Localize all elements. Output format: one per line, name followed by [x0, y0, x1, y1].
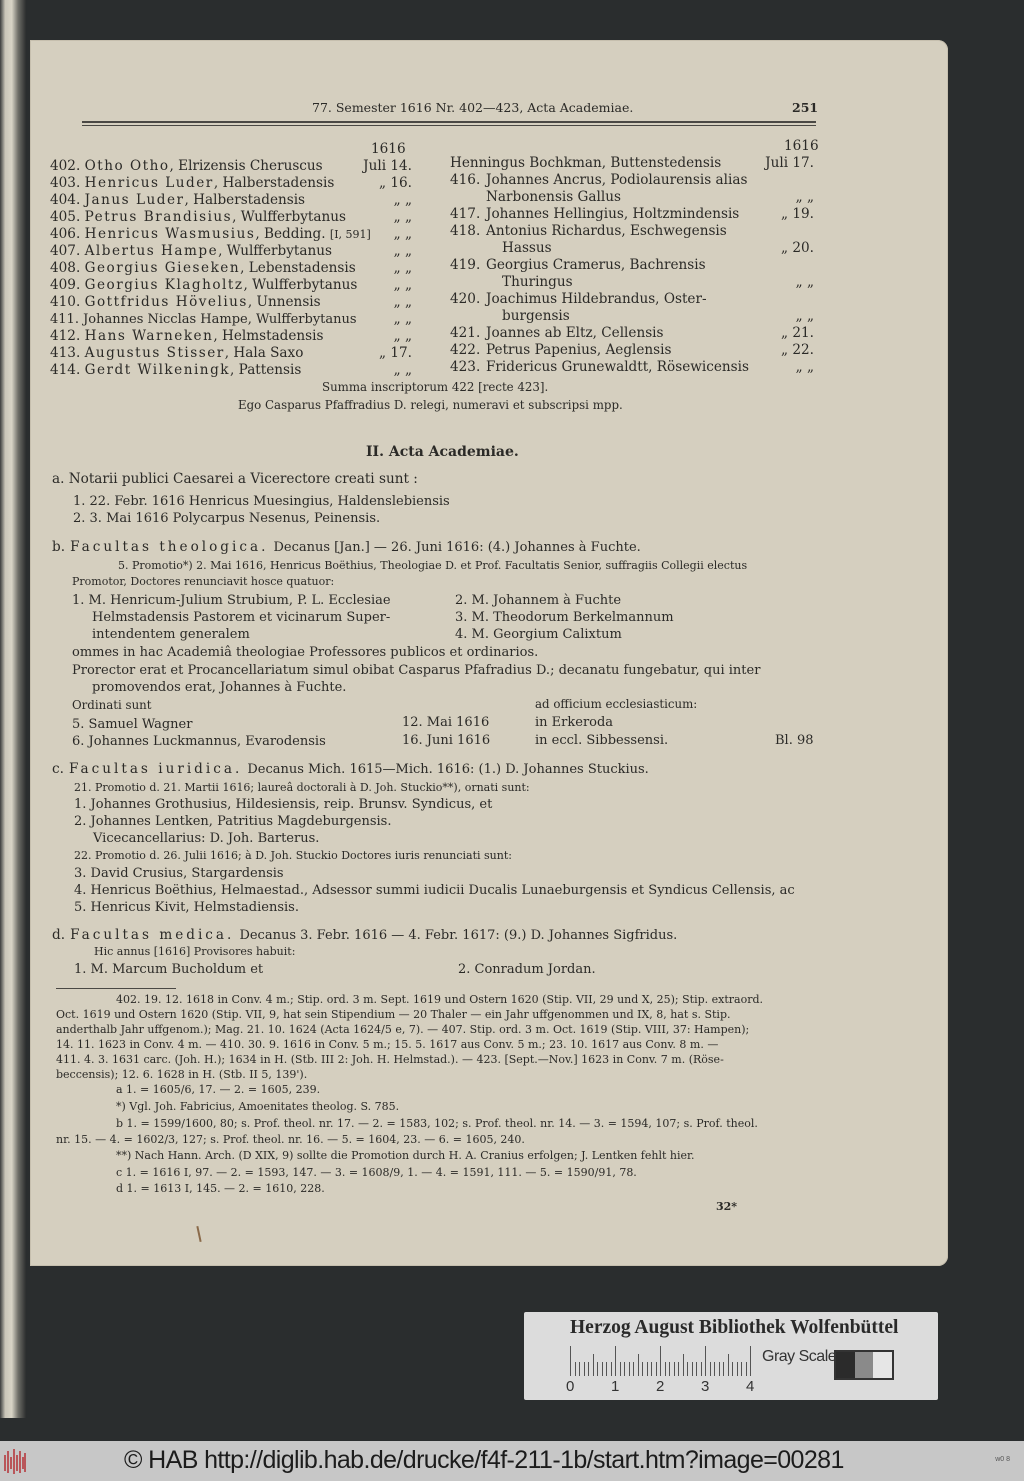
provisor-item: 1. M. Marcum Bucholdum et [74, 962, 264, 977]
doctor-item: 1. M. Henricum-Julium Strubium, P. L. Ecclesiae [72, 593, 391, 608]
list-item [50, 175, 334, 192]
ordinatus-date: 16. Juni 1616 [402, 733, 491, 748]
decanus-medicine: Decanus 3. Febr. 1616 — 4. Febr. 1617: (9.) D. Johannes Sigfridus. [239, 928, 678, 943]
entry-number: 411. [50, 312, 79, 327]
entry-date: „ „ [393, 294, 412, 310]
officium-label: ad officium ecclesiasticum: [535, 697, 698, 711]
entry-name: Antonius Richardus, Eschwegensis [486, 223, 727, 239]
page-number: 251 [792, 100, 819, 115]
entry-origin: , Halberstadensis [213, 175, 335, 191]
entry-name: Henricus Luder [84, 175, 214, 191]
notary-item: 2. 3. Mai 1616 Polycarpus Nesenus, Peinensis. [73, 511, 381, 526]
scanned-page [30, 40, 948, 1266]
entry-number: 407. [50, 243, 81, 259]
entry-name: Petrus Brandisius [84, 209, 233, 225]
entry-number: 419. [450, 257, 481, 273]
provisor-item: 2. Conradum Jordan. [458, 962, 596, 977]
entry-date: „ „ [795, 274, 814, 290]
list-item [450, 291, 480, 308]
section-title: II. Acta Academiae. [366, 444, 519, 460]
law-line: Vicecancellarius: D. Joh. Barterus. [93, 831, 320, 846]
ordinati-label: Ordinati sunt [72, 698, 152, 712]
folio-reference: Bl. 98 [775, 733, 814, 748]
entry-number: 421. [450, 325, 481, 341]
section-b-label: b. [52, 539, 66, 555]
list-item [50, 345, 303, 362]
entry-date: „ 17. [379, 345, 412, 361]
entry-origin: , Lebenstadensis [240, 260, 356, 276]
entry-name: Hans Warneken [84, 328, 214, 344]
decanus-law: Decanus Mich. 1615—Mich. 1616: (1.) D. Johannes Stuckius. [247, 762, 649, 777]
footnote-line: beccensis); 12. 6. 1628 in H. (Stb. II 5, 139'). [56, 1068, 308, 1081]
entry-name: Joachimus Hildebrandus, Oster- [486, 291, 707, 307]
library-name: Herzog August Bibliothek Wolfenbüttel [570, 1317, 899, 1338]
hab-calibration-label [524, 1312, 938, 1400]
paper-mark [196, 1226, 201, 1242]
entry-date: „ 19. [781, 206, 814, 222]
entry-number: 414. [50, 362, 81, 378]
gray-swatch-dark [836, 1352, 855, 1378]
entry-name: Otho Otho [84, 158, 170, 174]
provisores-line: Hic annus [1616] Provisores habuit: [94, 945, 296, 958]
entry-name: Georgius Cramerus, Bachrensis [486, 257, 706, 273]
list-item [450, 342, 480, 359]
entry-date: „ „ [795, 308, 814, 324]
hab-logo-icon [4, 1447, 26, 1475]
entry-origin: , Unnensis [247, 294, 321, 310]
law-line: 22. Promotio d. 26. Julii 1616; à D. Joh. Stuckio Doctores iuris renunciati sunt: [74, 849, 512, 862]
gray-scale-swatches [834, 1350, 894, 1380]
footnote-line: 14. 11. 1623 in Conv. 4 m. — 410. 30. 9. 1616 in Conv. 5 m.; 15. 5. 1617 aus Conv. 5 m.; 23. 10. 1617 aus Conv. 8 m. — [56, 1038, 719, 1051]
entry-name: Georgius Klagholtz [84, 277, 244, 293]
entry-origin: , Bedding. [255, 226, 326, 242]
ordinatus-place: in eccl. Sibbessensi. [535, 733, 669, 748]
list-item [450, 325, 480, 342]
entry-name: Georgius Gieseken [84, 260, 241, 276]
list-item [450, 359, 480, 376]
ruler-number: 1 [611, 1378, 620, 1395]
law-line: 1. Johannes Grothusius, Hildesiensis, reip. Brunsv. Syndicus, et [74, 797, 493, 812]
entry-name: Johannes Ancrus, Podiolaurensis alias [486, 172, 748, 188]
entry-origin: , Pattensis [230, 362, 302, 378]
entry-number: 417. [450, 206, 481, 222]
entry-number: 404. [50, 192, 81, 208]
entry-continuation: Hassus [502, 240, 552, 256]
rector-signature: Ego Casparus Pfaffradius D. relegi, numeravi et subscripsi mpp. [238, 398, 623, 412]
entry-continuation: Narbonensis Gallus [486, 189, 621, 205]
footnote-rule [56, 988, 176, 989]
copyright-url: © HAB http://diglib.hab.de/drucke/f4f-211-1b/start.htm?image=00281 [124, 1446, 844, 1474]
list-item [50, 328, 323, 345]
entry-number: 423. [450, 359, 481, 375]
ruler-number: 3 [701, 1378, 710, 1395]
entry-origin: , Helmstadensis [213, 328, 324, 344]
footnote-line: anderthalb Jahr uffgenom.); Mag. 21. 10. 1624 (Acta 1624/5 e, 7). — 407. Stip. ord. 3 m. Oct. 1619 (Stip. VIII, 37: Hampen); [56, 1023, 750, 1036]
summa-line: Summa inscriptorum 422 [recte 423]. [322, 380, 549, 394]
entry-date: „ „ [795, 359, 814, 375]
entry-date: „ „ [393, 260, 412, 276]
entry-origin: , Hala Saxo [224, 345, 304, 361]
entry-number: 422. [450, 342, 481, 358]
footnote-c: c 1. = 1616 I, 97. — 2. = 1593, 147. — 3. = 1608/9, 1. — 4. = 1591, 111. — 5. = 1590/91, 78. [116, 1166, 637, 1179]
entry-number: 408. [50, 260, 81, 276]
list-item [50, 243, 332, 260]
notary-item: 1. 22. Febr. 1616 Henricus Muesingius, Haldenslebiensis [73, 494, 450, 509]
entry-number: 412. [50, 328, 81, 344]
entry-date: „ „ [393, 243, 412, 259]
entry-name: Gottfridus Hövelius [84, 294, 248, 310]
prorector-line: Prorector erat et Procancellariatum simul obibat Casparus Pfafradius D.; decanatu fungebatur, qui inter [72, 663, 761, 678]
entry-number: 420. [450, 291, 481, 307]
promotio-line: Promotor, Doctores renunciavit hosce quatuor: [72, 575, 335, 588]
entry-origin: , Wulfferbytanus [247, 312, 357, 327]
signature-mark: 32* [716, 1200, 738, 1213]
doctor-item-cont: Helmstadensis Pastorem et vicinarum Super- [92, 610, 391, 625]
entry-date: „ 20. [781, 240, 814, 256]
ruler-scale [570, 1346, 750, 1376]
entry-continuation: Thuringus [502, 274, 573, 290]
entry-name: Johannes Nicclas Hampe [83, 312, 248, 327]
entry-origin: , Elrizensis Cheruscus [169, 158, 323, 174]
entry-date: „ „ [393, 362, 412, 378]
left-year-heading: 1616 [371, 141, 406, 157]
header-rule [82, 121, 816, 123]
ordinatus-name: 6. Johannes Luckmannus, Evarodensis [72, 734, 326, 749]
footnote-star: *) Vgl. Joh. Fabricius, Amoenitates theolog. S. 785. [116, 1100, 400, 1113]
faculty-law: Facultas iuridica. [69, 761, 243, 777]
section-a-label: a. [52, 471, 65, 487]
entry-name: Henricus Wasmusius [84, 226, 256, 242]
entry-name: Johannes Hellingius, Holtzmindensis [486, 206, 740, 222]
footnote-line: 402. 19. 12. 1618 in Conv. 4 m.; Stip. ord. 3 m. Sept. 1619 und Ostern 1620 (Stip. VII, 29 und X, 25); Stip. extraord. [116, 993, 763, 1006]
list-item [50, 226, 371, 243]
copyright-footer [0, 1441, 1024, 1481]
footnote-b-cont: nr. 15. — 4. = 1602/3, 127; s. Prof. theol. nr. 16. — 5. = 1604, 23. — 6. = 1605, 240. [56, 1133, 525, 1146]
ordinatus-place: in Erkeroda [535, 715, 614, 730]
running-title: 77. Semester 1616 Nr. 402—423, Acta Academiae. [312, 100, 634, 115]
list-item [50, 260, 356, 277]
ordinatus-name: 5. Samuel Wagner [72, 717, 193, 732]
header-rule-thin [82, 125, 816, 126]
list-item [450, 172, 480, 189]
entry-date: „ „ [393, 226, 412, 242]
list-item [450, 223, 480, 240]
entry-name: Gerdt Wilkeningk [84, 362, 231, 378]
entry-number: 409. [50, 277, 81, 293]
entry-origin: , Wulfferbytanus [218, 243, 332, 259]
list-item [50, 277, 357, 294]
entry-date: „ „ [393, 328, 412, 344]
entry-date: „ „ [393, 311, 412, 327]
list-item [450, 206, 480, 223]
list-item [50, 362, 301, 379]
law-line: 3. David Crusius, Stargardensis [74, 866, 284, 881]
entry-number: 416. [450, 172, 481, 188]
footer-mark: w0 8 [995, 1456, 1010, 1463]
gray-scale-label: Gray Scale [762, 1348, 837, 1365]
section-d-label: d. [52, 927, 66, 943]
ordinatus-date: 12. Mai 1616 [402, 715, 490, 730]
book-spine-edge [0, 0, 26, 1418]
law-line: 4. Henricus Boëthius, Helmaestad., Adsessor summi iudicii Ducalis Lunaeburgensis et Syndicus Cellensis, ac [74, 883, 795, 898]
section-c-heading [52, 758, 649, 777]
law-line: 21. Promotio d. 21. Martii 1616; laureâ doctorali à D. Joh. Stuckio**), ornati sunt: [74, 781, 530, 794]
law-line: 5. Henricus Kivit, Helmstadiensis. [74, 900, 299, 915]
entry-continuation: burgensis [502, 308, 570, 324]
entry-date: „ 22. [781, 342, 814, 358]
prorector-line: promovendos erat, Johannes à Fuchte. [92, 680, 347, 695]
footnote-d: d 1. = 1613 I, 145. — 2. = 1610, 228. [116, 1182, 325, 1195]
doctor-item-cont: intendentem generalem [92, 627, 250, 642]
faculty-theology: Facultas theologica. [70, 539, 269, 555]
entry-name: Petrus Papenius, Aeglensis [486, 342, 672, 358]
footnote-double-star: **) Nach Hann. Arch. (D XIX, 9) sollte die Promotion durch H. A. Cranius erfolgen; J. Lentken fehlt hier. [116, 1149, 695, 1162]
footnote-line: Oct. 1619 und Ostern 1620 (Stip. VII, 9, hat sein Stipendium — 20 Thaler — ein Jahr uffgenommen und IX, 8, hat s. Stip. [56, 1008, 731, 1021]
entry-number: 413. [50, 345, 81, 361]
gray-swatch-mid [855, 1352, 874, 1378]
entry-name: Joannes ab Eltz, Cellensis [486, 325, 664, 341]
entry-date: „ 16. [379, 175, 412, 191]
section-a-text: Notarii publici Caesarei a Vicerectore creati sunt : [68, 471, 418, 487]
entry-number: 402. [50, 158, 81, 174]
section-d-heading [52, 924, 677, 943]
entry-number: 405. [50, 209, 81, 225]
entry-date: „ „ [393, 277, 412, 293]
doctor-item: 2. M. Johannem à Fuchte [455, 593, 622, 608]
entry-date: „ 21. [781, 325, 814, 341]
section-a-heading [52, 471, 418, 487]
faculty-medicine: Facultas medica. [70, 927, 235, 943]
gray-swatch-light [873, 1352, 892, 1378]
ommes-line: ommes in hac Academiâ theologiae Professores publicos et ordinarios. [72, 645, 539, 660]
entry-date: Juli 17. [765, 155, 814, 171]
entry-number: 406. [50, 226, 81, 242]
entry-name: Fridericus Grunewaldtt, Rösewicensis [486, 359, 749, 375]
entry-number: 410. [50, 294, 81, 310]
list-item [50, 209, 346, 226]
list-item [50, 158, 323, 175]
decanus-theology: Decanus [Jan.] — 26. Juni 1616: (4.) Johannes à Fuchte. [273, 540, 641, 555]
entry-number: 418. [450, 223, 481, 239]
entry-date: Juli 14. [363, 158, 412, 174]
section-c-label: c. [52, 761, 64, 777]
promotio-line: 5. Promotio*) 2. Mai 1616, Henricus Boëthius, Theologiae D. et Prof. Facultatis Senior, suffragiis Collegii electus [118, 559, 748, 572]
ruler-number: 0 [566, 1378, 575, 1395]
list-item [50, 311, 357, 328]
footnote-line: 411. 4. 3. 1631 carc. (Joh. H.); 1634 in H. (Stb. III 2: Joh. H. Helmstad.). — 423. [Sept.—Nov.] 1623 in Conv. 7 m. (Röse- [56, 1053, 724, 1066]
entry-number: 403. [50, 175, 81, 191]
entry-reference: [I, 591] [329, 228, 371, 241]
law-line: 2. Johannes Lentken, Patritius Magdeburgensis. [74, 814, 392, 829]
entry-name: Augustus Stisser [84, 345, 225, 361]
list-item [450, 257, 480, 274]
doctor-item: 3. M. Theodorum Berkelmannum [455, 610, 674, 625]
entry-origin: , Wulfferbytanus [232, 209, 346, 225]
list-item: Henningus Bochkman, Buttenstedensis [450, 155, 722, 171]
right-year-heading: 1616 [784, 138, 819, 154]
entry-date: „ „ [393, 192, 412, 208]
entry-name: Janus Luder [84, 192, 185, 208]
footnote-b: b 1. = 1599/1600, 80; s. Prof. theol. nr. 17. — 2. = 1583, 102; s. Prof. theol. nr. 14. — 3. = 1594, 107; s. Prof. theol. [116, 1117, 758, 1130]
entry-date: „ „ [393, 209, 412, 225]
entry-origin: , Halberstadensis [184, 192, 306, 208]
doctor-item: 4. M. Georgium Calixtum [455, 627, 622, 642]
list-item [50, 294, 321, 311]
entry-name: Albertus Hampe [84, 243, 219, 259]
list-item [50, 192, 305, 209]
ruler-number: 2 [656, 1378, 665, 1395]
entry-origin: , Wulfferbytanus [243, 277, 358, 293]
footnote-a: a 1. = 1605/6, 17. — 2. = 1605, 239. [116, 1083, 321, 1096]
entry-date: „ „ [795, 189, 814, 205]
section-b-heading [52, 536, 641, 555]
ruler-number: 4 [746, 1378, 755, 1395]
